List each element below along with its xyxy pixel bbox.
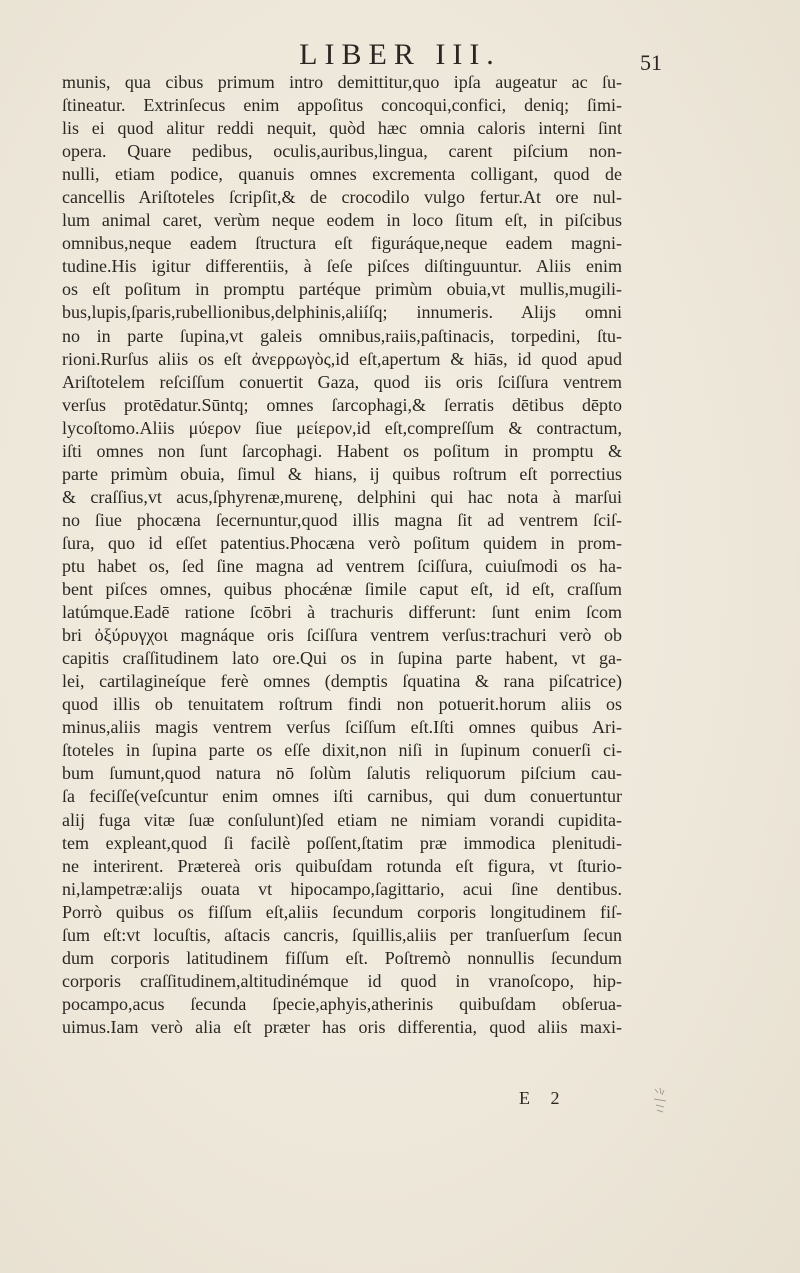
text-line: omnibus,neque eadem ſtructura eſt figuráque,neque eadem magni- xyxy=(62,233,622,254)
text-line: alij fuga vitæ ſuæ conſulunt)ſed etiam ne nimiam vorandi cupidita- xyxy=(62,809,622,830)
text-line: pocampo,acus ſecunda ſpecie,aphyis,atherinis quibuſdam obſerua- xyxy=(62,993,622,1014)
running-head-title: LIBER III. xyxy=(299,38,501,71)
text-line: bum ſumunt,quod natura nō ſolùm ſalutis reliquorum piſcium cau- xyxy=(62,763,622,784)
text-line: bent piſces omnes, quibus phocǽnæ ſimile caput eſt, id eſt, craſſum xyxy=(62,579,622,600)
text-line: os eſt poſitum in promptu partéque primùm obuia,vt mullis,mugili- xyxy=(62,279,622,300)
text-line: bri ὀξύρυγχοι magnáque oris ſciſſura ventrem verſus:trachuri verò ob xyxy=(62,625,622,646)
text-line: corporis craſſitudinem,altitudinémque id quod in vranoſcopo, hip- xyxy=(62,970,622,991)
signature-mark: E 2 xyxy=(519,1088,568,1108)
text-line: capitis craſſitudinem lato ore.Qui os in ſupina parte habent, vt ga- xyxy=(62,648,622,669)
text-line: latúmque.Eadē ratione ſcōbri à trachuris differunt: ſunt enim ſcom xyxy=(62,602,622,623)
text-line: tem expleant,quod ſi facilè poſſent,ſtatim præ immodica plenitudi- xyxy=(62,832,622,853)
text-line: no ſiue phocæna ſecernuntur,quod illis magna ſit ad ventrem ſciſ- xyxy=(62,509,622,530)
text-line: dum corporis latitudinem fiſſum eſt. Poſtremò nonnullis ſecundum xyxy=(62,947,622,968)
text-line: ſtineatur. Extrinſecus enim appoſitus concoqui,confici, deniq; ſimi- xyxy=(62,95,622,116)
text-line: lei, cartilagineíque ferè omnes (demptis ſquatina & rana piſcatrice) xyxy=(62,671,622,692)
page-number: 51 xyxy=(640,50,662,75)
text-line: bus,lupis,ſparis,rubellionibus,delphinis,aliíſq; innumeris. Alijs omni xyxy=(62,302,622,323)
text-line: minus,aliis magis ventrem verſus ſciſſum eſt.Iſti omnes quibus Ari- xyxy=(62,717,622,738)
text-line: no in parte ſupina,vt galeis omnibus,raiis,paſtinacis, torpedini, ſtu- xyxy=(62,325,622,346)
text-line: lycoſtomo.Aliis μύερον ſiue μείερον,id eſt,compreſſum & contractum, xyxy=(62,417,622,438)
text-line: ſum eſt:vt locuſtis, aſtacis cancris, ſquillis,aliis per tranſuerſum ſecun xyxy=(62,924,622,945)
body-text xyxy=(62,71,622,1039)
text-line: Porrò quibus os fiſſum eſt,aliis ſecundum corporis longitudinem fiſ- xyxy=(62,901,622,922)
text-line: verſus protēdatur.Sūntq; omnes ſarcophagi,& ſerratis dētibus dēpto xyxy=(62,394,622,415)
text-line: & craſſius,vt acus,ſphyrenæ,murenę, delphini qui hac nota à marſui xyxy=(62,486,622,507)
text-line: cancellis Ariſtoteles ſcripſit,& de crocodilo vulgo fertur.At ore nul- xyxy=(62,187,622,208)
text-line: ne interirent. Prætereà oris quibuſdam rotunda eſt figura, vt ſturio- xyxy=(62,855,622,876)
text-line: quod illis ob tenuitatem roſtrum findi non potuerit.horum aliis os xyxy=(62,694,622,715)
text-line: opera. Quare pedibus, oculis,auribus,lingua, carent piſcium non- xyxy=(62,141,622,162)
text-line: ſa feciſſe(veſcuntur enim omnes iſti carnibus, qui dum conuertuntur xyxy=(62,786,622,807)
text-line: Ariſtotelem reſciſſum conuertit Gaza, quod iis oris ſciſſura ventrem xyxy=(62,371,622,392)
text-line: ptu habet os, ſed ſine magna ad ventrem ſciſſura, cuiuſmodi os ha- xyxy=(62,555,622,576)
text-line: iſti omnes non ſunt ſarcophagi. Habent os poſitum in promptu & xyxy=(62,440,622,461)
text-line: ni,lampetræ:alijs ouata vt hipocampo,ſagittario, acui ſine dentibus. xyxy=(62,878,622,899)
text-line: nulli, etiam podice, quanuis omnes excrementa colligant, quod de xyxy=(62,164,622,185)
text-line: parte primùm obuia, ſimul & hians, ij quibus roſtrum eſt porrectius xyxy=(62,463,622,484)
text-line: munis, qua cibus primum intro demittitur,quo ipſa augeatur ac ſu- xyxy=(62,72,622,92)
text-line: uimus.Iam verò alia eſt præter has oris differentia, quod aliis maxi- xyxy=(62,1016,622,1037)
text-line: rioni.Rurſus aliis os eſt ἀνερρωγὸς,id eſt,apertum & hiās, id quod apud xyxy=(62,348,622,369)
text-line: ſura, quo id eſſet patentius.Phocæna verò poſitum quidem in prom- xyxy=(62,532,622,553)
text-line: tudine.His igitur differentiis, à ſeſe piſces diſtinguuntur. Aliis enim xyxy=(62,256,622,277)
text-line: lum animal caret, verùm neque eodem in loco ſitum eſt, in piſcibus xyxy=(62,210,622,231)
text-line: ſtoteles in ſupina parte os eſſe dixit,non niſi in ſupinum conuerſi ci- xyxy=(62,740,622,761)
margin-ink-mark xyxy=(651,1085,669,1115)
text-line: lis ei quod alitur reddi nequit, quòd hæc omnia caloris interni ſint xyxy=(62,118,622,139)
